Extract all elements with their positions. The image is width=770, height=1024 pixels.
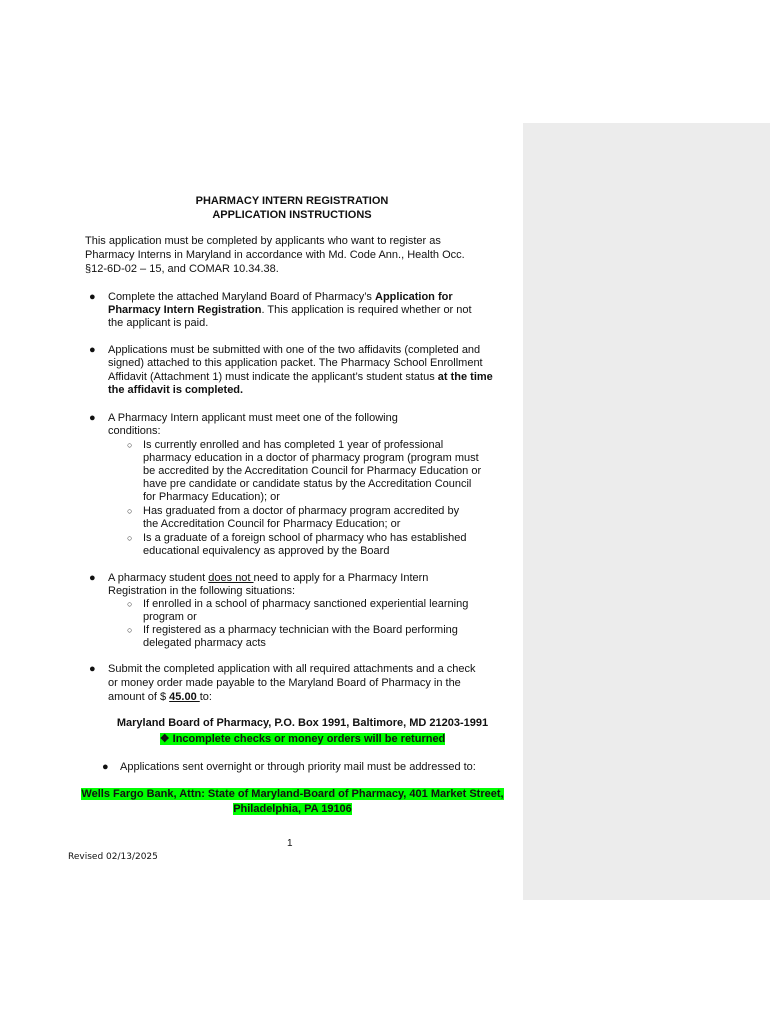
item3-line-2: conditions: (108, 425, 161, 437)
title-line-1: PHARMACY INTERN REGISTRATION (195, 195, 389, 207)
sub-bullet-icon: ○ (127, 533, 133, 543)
bullet-icon: ● (89, 572, 96, 584)
item4-sub2-line-2: delegated pharmacy acts (143, 637, 266, 649)
item3-sub2-line-1: Has graduated from a doctor of pharmacy program accredited by (143, 505, 460, 517)
bank-address-line-2: Philadelphia, PA 19106 (233, 803, 352, 815)
item3-sub3-line-2: educational equivalency as approved by the Board (143, 545, 390, 557)
diamond-icon: ❖ (159, 733, 170, 745)
item1-line-3: the applicant is paid. (108, 317, 209, 329)
item4-line-1: A pharmacy student does not need to apply for a Pharmacy Intern (108, 572, 429, 584)
comment-pane (523, 123, 770, 900)
item4-sub1-line-1: If enrolled in a school of pharmacy sanctioned experiential learning (143, 598, 469, 610)
sub-bullet-icon: ○ (127, 440, 133, 450)
bullet-icon: ● (89, 344, 96, 356)
item3-sub1-line-5: for Pharmacy Education); or (143, 491, 280, 503)
warning-line: ❖ Incomplete checks or money orders will be returned (159, 733, 446, 745)
item5-line-3: amount of $ 45.00 to: (108, 691, 212, 703)
item2-line-2: signed) attached to this application packet. The Pharmacy School Enrollment (108, 357, 483, 369)
page-number: 1 (287, 838, 293, 849)
item3-sub1-line-1: Is currently enrolled and has completed 1 year of professional (143, 439, 444, 451)
item2-line-3: Affidavit (Attachment 1) must indicate the applicant’s student status at the time (108, 371, 493, 383)
item3-sub1-line-2: pharmacy education in a doctor of pharmacy program (program must (143, 452, 479, 464)
item3-sub2-line-2: the Accreditation Council for Pharmacy Education; or (143, 518, 401, 530)
item4-line-2: Registration in the following situations: (108, 585, 296, 597)
item3-sub1-line-3: be accredited by the Accreditation Council for Pharmacy Education or (143, 465, 482, 477)
item1-line-1: Complete the attached Maryland Board of Pharmacy’s Application for (108, 291, 453, 303)
item6-text: Applications sent overnight or through priority mail must be addressed to: (120, 761, 476, 773)
item5-line-2: or money order made payable to the Maryland Board of Pharmacy in the (108, 677, 461, 689)
bullet-icon: ● (89, 663, 96, 675)
sub-bullet-icon: ○ (127, 625, 133, 635)
item2-line-4: the affidavit is completed. (108, 384, 244, 396)
item4-sub1-line-2: program or (143, 611, 197, 623)
bank-address-line-1: Wells Fargo Bank, Attn: State of Maryland-Board of Pharmacy, 401 Market Street, (81, 788, 504, 800)
item5-line-1: Submit the completed application with all required attachments and a check (108, 663, 476, 675)
item4-sub2-line-1: If registered as a pharmacy technician with the Board performing (143, 624, 458, 636)
item3-line-1: A Pharmacy Intern applicant must meet one of the following (108, 412, 398, 424)
item3-sub3-line-1: Is a graduate of a foreign school of pharmacy who has established (143, 532, 467, 544)
intro-line-2: Pharmacy Interns in Maryland in accordance with Md. Code Ann., Health Occ. (85, 249, 465, 261)
bullet-icon: ● (89, 291, 96, 303)
intro-line-1: This application must be completed by applicants who want to register as (85, 235, 441, 247)
bullet-icon: ● (102, 761, 109, 773)
sub-bullet-icon: ○ (127, 599, 133, 609)
item3-sub1-line-4: have pre candidate or candidate status by the Accreditation Council (143, 478, 472, 490)
intro-line-3: §12-6D-02 – 15, and COMAR 10.34.38. (85, 263, 279, 275)
revised-date: Revised 02/13/2025 (68, 852, 158, 862)
sub-bullet-icon: ○ (127, 506, 133, 516)
board-address: Maryland Board of Pharmacy, P.O. Box 1991, Baltimore, MD 21203-1991 (116, 717, 489, 729)
item2-line-1: Applications must be submitted with one of the two affidavits (completed and (108, 344, 481, 356)
item1-line-2: Pharmacy Intern Registration. This application is required whether or not (108, 304, 472, 316)
bullet-icon: ● (89, 412, 96, 424)
title-line-2: APPLICATION INSTRUCTIONS (212, 209, 372, 221)
